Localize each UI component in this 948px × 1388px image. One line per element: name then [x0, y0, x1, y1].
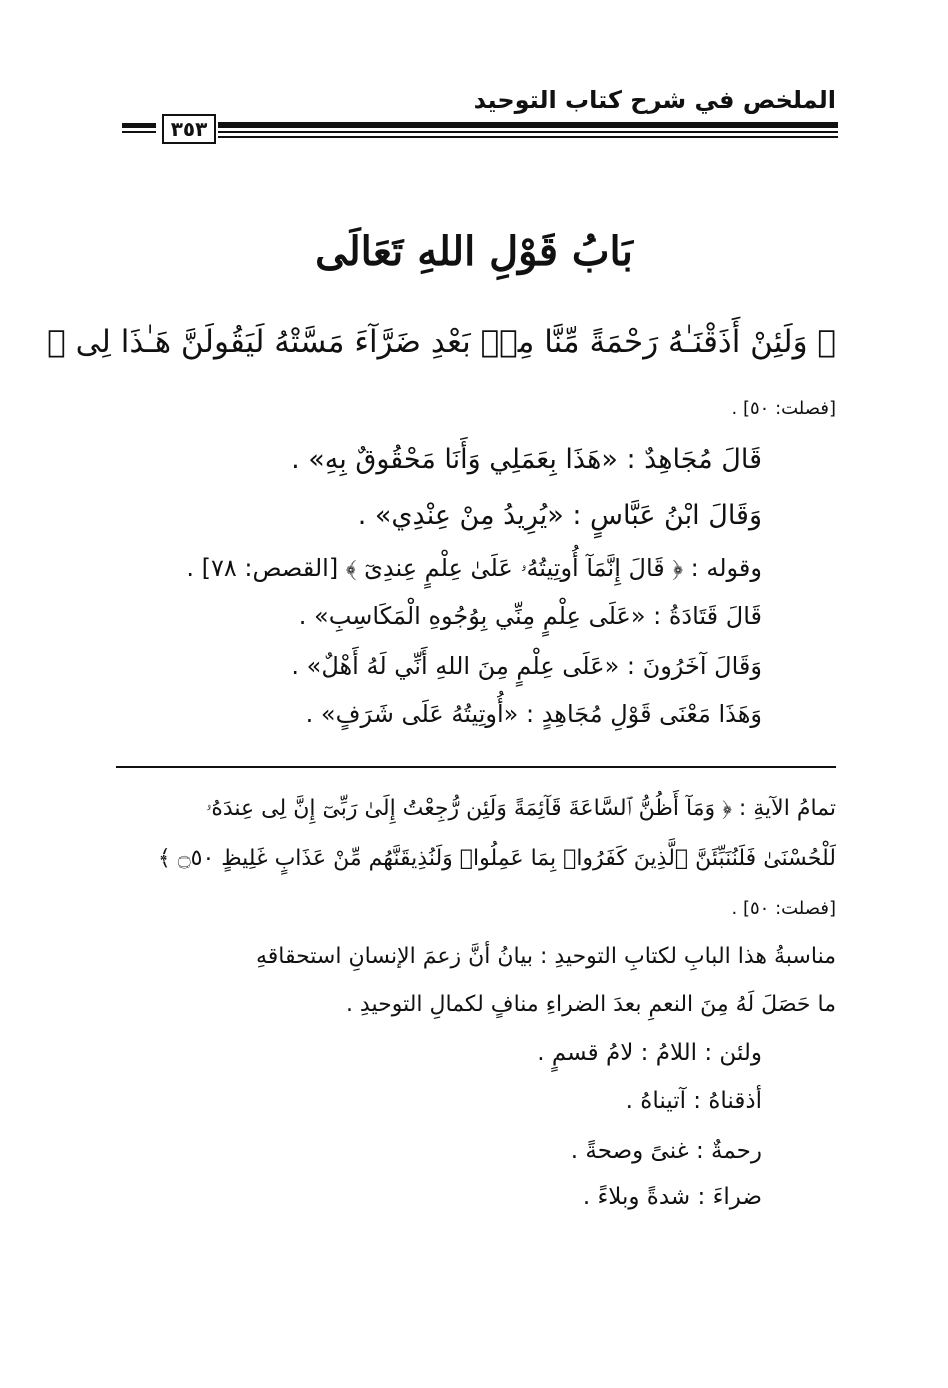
header-rule-thin: [218, 136, 838, 138]
text-line: وقوله : ﴿ قَالَ إِنَّمَآ أُوتِيتُهُۥ عَلَىٰ عِلْمٍ عِندِىٓ ﴾ [القصص: ٧٨] .: [186, 554, 762, 582]
commentary-line: لَلْحُسْنَىٰ فَلَنُنَبِّئَنَّ ٱلَّذِينَ كَفَرُوا۟ بِمَا عَمِلُوا۟ وَلَنُذِيقَنَّهُم مِّنْ عَذَابٍ غَلِيظٍ ۝٥٠ ﴾: [157, 846, 836, 871]
chapter-title: بَابُ قَوْلِ اللهِ تَعَالَى: [315, 228, 633, 275]
quran-verse: ﴿ وَلَئِنْ أَذَقْنَـٰهُ رَحْمَةً مِّنَّا مِنۢ بَعْدِ ضَرَّآءَ مَسَّتْهُ لَيَقُولَنَّ هَـٰذَا لِى ﴾: [47, 324, 836, 360]
text-line: وَقَالَ ابْنُ عَبَّاسٍ : «يُرِيدُ مِنْ عِنْدِي» .: [357, 500, 762, 531]
running-head-title: الملخص في شرح كتاب التوحيد: [473, 86, 836, 114]
header-rule-stub: [122, 131, 156, 133]
footnote-divider: [116, 766, 836, 768]
commentary-line: ما حَصَلَ لَهُ مِنَ النعمِ بعدَ الضراءِ منافٍ لكمالِ التوحيدِ .: [345, 992, 836, 1017]
header-rule-thin: [218, 131, 838, 133]
text-line: قَالَ مُجَاهِدٌ : «هَذَا بِعَمَلِي وَأَنَا مَحْقُوقٌ بِهِ» .: [291, 444, 762, 475]
text-line: وَهَذَا مَعْنَى قَوْلِ مُجَاهِدٍ : «أُوتِيتُهُ عَلَى شَرَفٍ» .: [305, 700, 762, 728]
verse-reference: [فصلت: ٥٠] .: [731, 398, 836, 419]
header-rule: [218, 122, 838, 128]
text-line: وَقَالَ آخَرُونَ : «عَلَى عِلْمٍ مِنَ اللهِ أَنِّي لَهُ أَهْلٌ» .: [291, 652, 762, 680]
glossary-item: ولئن : اللامُ : لامُ قسمٍ .: [537, 1040, 762, 1066]
commentary-line: مناسبةُ هذا البابِ لكتابِ التوحيدِ : بيانُ أنَّ زعمَ الإنسانِ استحقاقهِ: [255, 944, 836, 969]
header-rule-stub: [122, 123, 156, 128]
commentary-line: تمامُ الآيةِ : ﴿ وَمَآ أَظُنُّ ٱلسَّاعَةَ قَآئِمَةً وَلَئِن رُّجِعْتُ إِلَىٰ رَبِّىٓ إِنَّ لِى عِندَهُۥ: [205, 796, 836, 821]
text-line: قَالَ قَتَادَةُ : «عَلَى عِلْمٍ مِنِّي بِوُجُوهِ الْمَكَاسِبِ» .: [298, 602, 762, 630]
page-number: ٣٥٣: [162, 114, 216, 144]
verse-reference: [فصلت: ٥٠] .: [731, 898, 836, 919]
glossary-item: أذقناهُ : آتيناهُ .: [625, 1088, 762, 1114]
glossary-item: رحمةٌ : غنىً وصحةً .: [570, 1138, 762, 1164]
glossary-item: ضراءَ : شدةً وبلاءً .: [582, 1184, 762, 1210]
